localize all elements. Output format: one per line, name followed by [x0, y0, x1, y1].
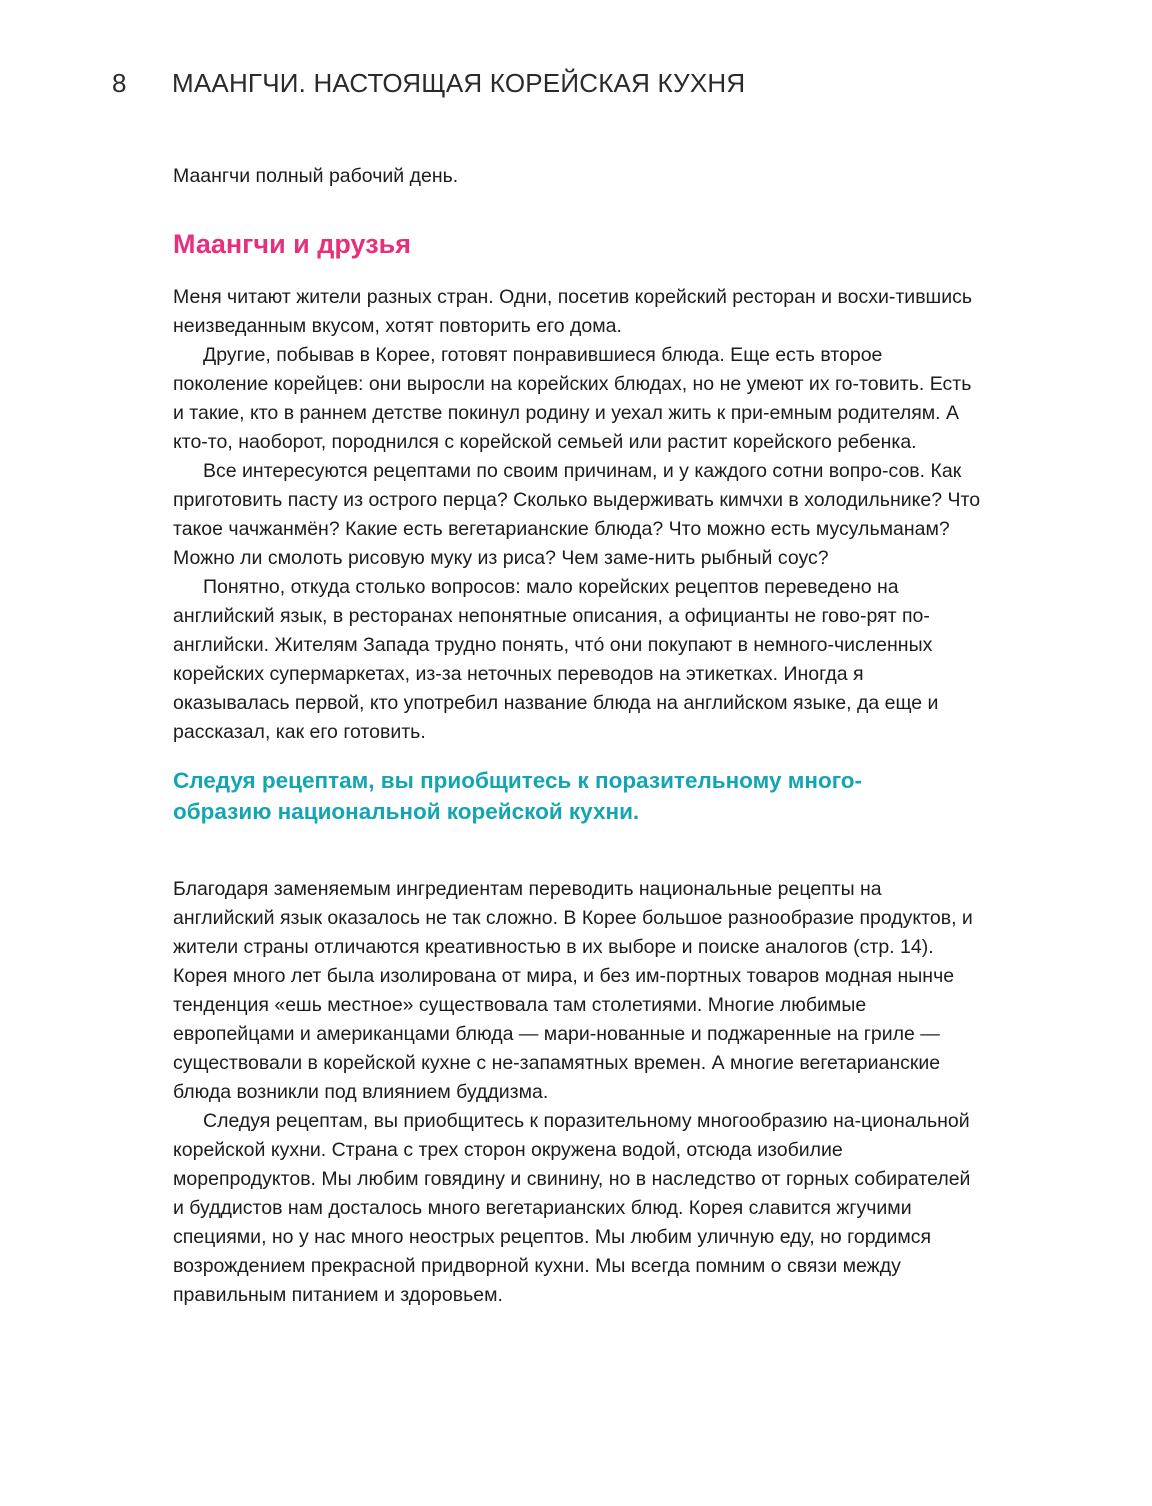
body-paragraph-6: Следуя рецептам, вы приобщитесь к поразительному многообразию на-циональной корейской кухни. Страна с трех сторон окружена водой, отсюда изобилие морепродуктов. Мы любим говядину и свинину, но в наследство от горных собирателей и буддистов нам досталось много вегетарианских блюд. Корея славится жгучими специями, но у нас много неострых рецептов. Мы любим уличную еду, но гордимся возрождением прекрасной придворной кухни. Мы всегда помним о связи между правильным питанием и здоровьем.: [173, 1110, 971, 1306]
body-paragraph-1: Меня читают жители разных стран. Одни, посетив корейский ресторан и восхи-тившись неизведанным вкусом, хотят повторить его дома.: [173, 286, 972, 337]
running-head: [112, 68, 745, 108]
pull-quote: Следуя рецептам, вы приобщитесь к поразительному много-образию национальной корейской кухни.: [173, 768, 863, 824]
body-paragraph-4: Понятно, откуда столько вопросов: мало корейских рецептов переведено на английский язык, в ресторанах непонятные описания, а официанты не гово-рят по-английски. Жителям Запада трудно понять, чтó они покупают в немного-численных корейских супермаркетах, из-за неточных переводов на этикетках. Иногда я оказывалась первой, кто употребил название блюда на английском языке, да еще и рассказал, как его готовить.: [173, 576, 939, 743]
body-paragraph-5: Благодаря заменяемым ингредиентам переводить национальные рецепты на английский язык оказалось не так сложно. В Корее большое разнообразие продуктов, и жители страны отличаются креативностью в их выборе и поиске аналогов (стр. 14). Корея много лет была изолирована от мира, и без им-портных товаров модная нынче тенденция «ешь местное» существовала там столетиями. Многие любимые европейцами и американцами блюда — мари-нованные и поджаренные на гриле — существовали в корейской кухне с не-запамятных времен. А многие вегетарианские блюда возникли под влиянием буддизма.: [173, 878, 973, 1103]
section-heading: Маангчи и друзья: [173, 229, 411, 259]
intro-paragraph: Маангчи полный рабочий день.: [173, 165, 459, 187]
body-paragraph-3: Все интересуются рецептами по своим причинам, и у каждого сотни вопро-сов. Как приготовить пасту из острого перца? Сколько выдерживать кимчхи в холодильнике? Что такое чачжанмён? Какие есть вегетарианские блюда? Что можно есть мусульманам? Можно ли смолоть рисовую муку из риса? Чем заме-нить рыбный соус?: [173, 460, 981, 569]
book-title: МААНГЧИ. НАСТОЯЩАЯ КОРЕЙСКАЯ КУХНЯ: [172, 68, 746, 98]
body-paragraph-2: Другие, побывав в Корее, готовят понравившиеся блюда. Еще есть второе поколение корейцев: они выросли на корейских блюдах, но не умеют их го-товить. Есть и такие, кто в раннем детстве покинул родину и уехал жить к при-емным родителям. А кто-то, наоборот, породнился с корейской семьей или растит корейского ребенка.: [173, 344, 972, 453]
page-number: 8: [112, 68, 127, 98]
page-body: [173, 162, 983, 1310]
